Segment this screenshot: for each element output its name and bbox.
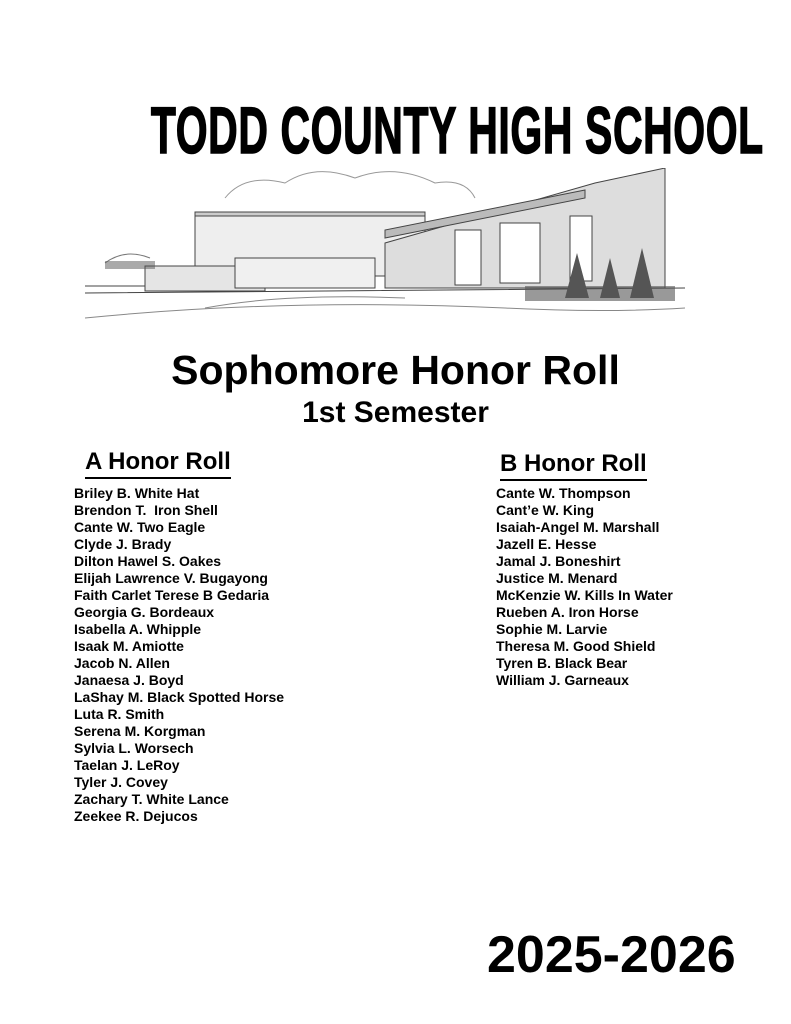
- student-name: Isaiah-Angel M. Marshall: [496, 519, 660, 535]
- school-year: 2025-2026: [487, 926, 736, 984]
- student-name: Zachary T. White Lance: [74, 791, 229, 807]
- student-name: Isabella A. Whipple: [74, 621, 202, 637]
- student-name: Jamal J. Boneshirt: [496, 553, 621, 569]
- school-building-illustration: [85, 168, 685, 338]
- student-name: Georgia G. Bordeaux: [74, 604, 215, 620]
- student-name: Elijah Lawrence V. Bugayong: [74, 570, 268, 586]
- a-honor-roll-heading: A Honor Roll: [85, 448, 231, 479]
- student-name: Dilton Hawel S. Oakes: [74, 553, 222, 569]
- student-name: Briley B. White Hat: [74, 485, 200, 501]
- student-name: Cante W. Thompson: [496, 485, 631, 501]
- student-name: Clyde J. Brady: [74, 536, 172, 552]
- student-name: Theresa M. Good Shield: [496, 638, 656, 654]
- student-name: Luta R. Smith: [74, 706, 165, 722]
- page-title: Sophomore Honor Roll: [171, 347, 620, 393]
- student-name: Cant’e W. King: [496, 502, 594, 518]
- student-name: Jacob N. Allen: [74, 655, 170, 671]
- student-name: Taelan J. LeRoy: [74, 757, 180, 773]
- student-name: McKenzie W. Kills In Water: [496, 587, 673, 603]
- a-honor-roll-list: [74, 485, 284, 825]
- student-name: William J. Garneaux: [496, 672, 629, 688]
- student-name: Janaesa J. Boyd: [74, 672, 184, 688]
- student-name: Jazell E. Hesse: [496, 536, 597, 552]
- student-name: Serena M. Korgman: [74, 723, 206, 739]
- student-name: Cante W. Two Eagle: [74, 519, 206, 535]
- student-name: Faith Carlet Terese B Gedaria: [74, 587, 270, 603]
- student-name: Sophie M. Larvie: [496, 621, 608, 637]
- student-name: Sylvia L. Worsech: [74, 740, 194, 756]
- student-name: Isaak M. Amiotte: [74, 638, 184, 654]
- student-name: Tyren B. Black Bear: [496, 655, 628, 671]
- semester-subtitle: 1st Semester: [302, 396, 489, 429]
- b-honor-roll-list: [496, 485, 673, 689]
- student-name: LaShay M. Black Spotted Horse: [74, 689, 285, 705]
- school-name: TODD COUNTY HIGH SCHOOL: [150, 93, 764, 167]
- student-name: Justice M. Menard: [496, 570, 618, 586]
- b-honor-roll-heading: B Honor Roll: [500, 450, 647, 481]
- student-name: Brendon T. Iron Shell: [74, 502, 218, 518]
- student-name: Zeekee R. Dejucos: [74, 808, 198, 824]
- student-name: Rueben A. Iron Horse: [496, 604, 639, 620]
- student-name: Tyler J. Covey: [74, 774, 168, 790]
